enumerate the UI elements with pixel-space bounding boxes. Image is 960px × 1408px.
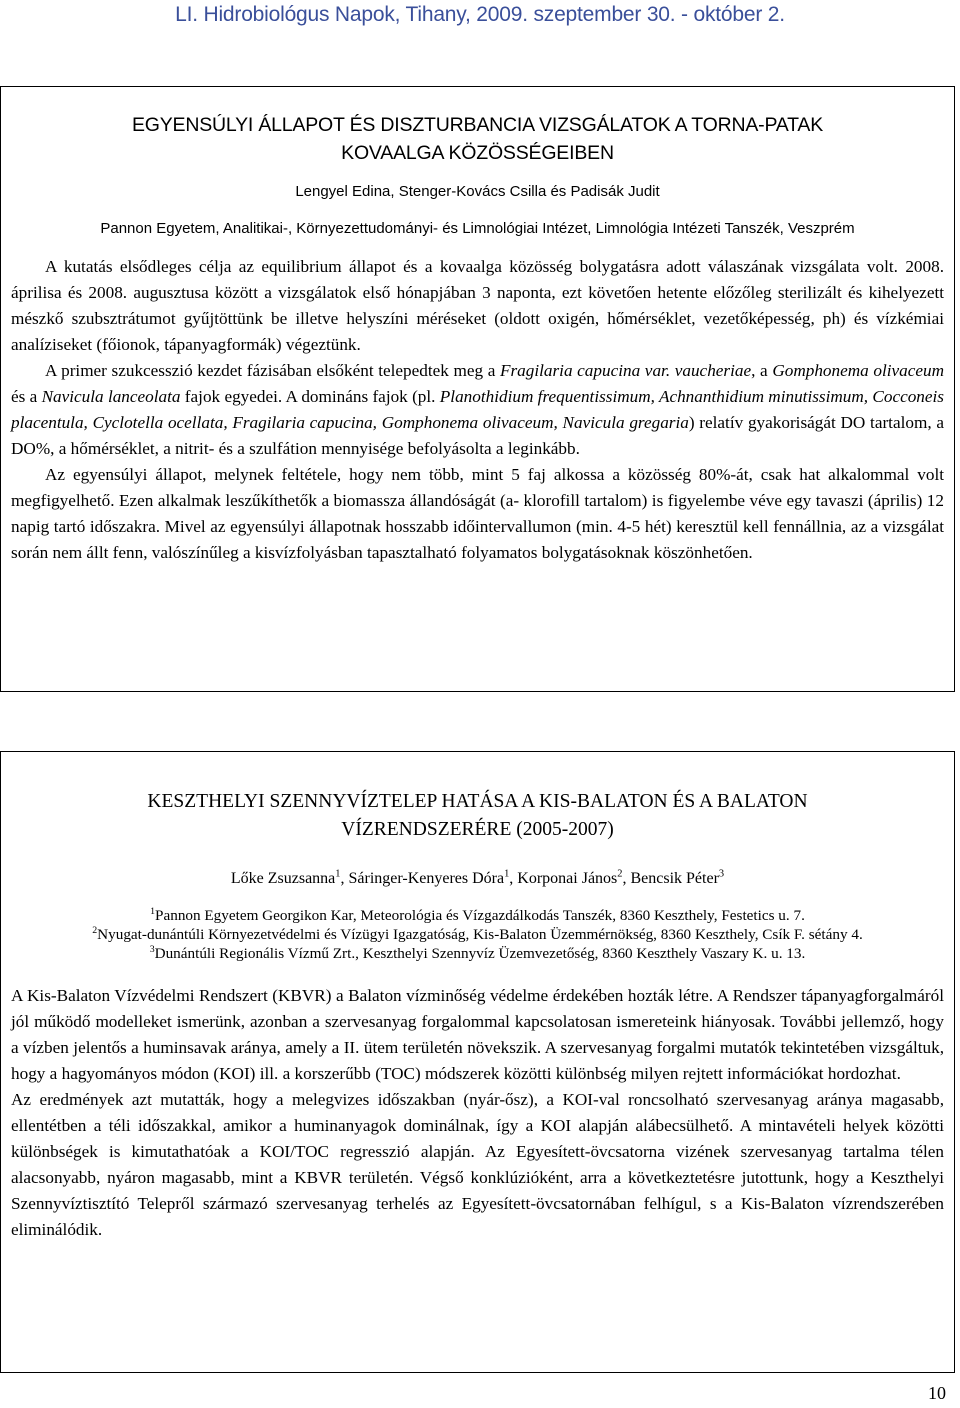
species-gomphonema-olivaceum: Gomphonema olivaceum <box>772 361 945 380</box>
abstract-1-paragraph-3: Az egyensúlyi állapot, melynek feltétele, hogy nem több, mint 5 faj alkossa a közösség 80%-át, csak hat alkalommal volt megfigyelhető. Ezen alkalmak leszűkíthetők a biomassza állandóságát (a- klorofill tartalom) is figyelembe véve egy tavaszi (április) 12 napig tartó időszakra. Mivel az egyensúlyi állapotnak hosszabb időintervallumon (min. 4-5 hét) keresztül kell fennállnia, az a vizsgálat során nem állt fenn, valószínűleg a kisvízfolyásban tapasztalható folyamatos bolygatásoknak köszönhetően. <box>11 465 944 562</box>
affiliation-1-text: Pannon Egyetem Georgikon Kar, Meteorológia és Vízgazdálkodás Tanszék, 8360 Keszthely, Festetics u. 7. <box>155 907 805 924</box>
author-2: , Sáringer-Kenyeres Dóra <box>340 870 505 887</box>
abstract-2-title-line-2a: VÍZRENDSZERÉRE <box>341 819 512 840</box>
abstract-2-affiliation-2 <box>11 925 944 944</box>
author-1: Lőke Zsuzsanna <box>230 870 336 887</box>
abstract-2-affiliation-3 <box>11 944 944 963</box>
author-3: , Korponai János <box>509 870 618 887</box>
species-navicula-lanceolata: Navicula lanceolata <box>41 387 181 406</box>
abstract-1-paragraph-2 <box>11 358 944 462</box>
abstract-1-title-line-1: EGYENSÚLYI ÁLLAPOT ÉS DISZTURBANCIA VIZSGÁLATOK A TORNA-PATAK <box>131 114 824 136</box>
author-3-sup: 2 <box>617 868 623 880</box>
author-1-sup: 1 <box>335 868 341 880</box>
abstract-1-affiliation: Pannon Egyetem, Analitikai-, Környezettudományi- és Limnológiai Intézet, Limnológia Intézeti Tanszék, Veszprém <box>100 220 855 237</box>
abstract-2-title-line-2b: (2005-2007) <box>511 819 614 840</box>
p2-text-e: ) relatív gyakoriságát DO tartalom, a DO%, a hőmérséklet, a nitrit- és a szulfátion mennyisége befolyásolta a leginkább. <box>11 413 944 458</box>
abstract-1-authors: Lengyel Edina, Stenger-Kovács Csilla és Padisák Judit <box>295 183 660 200</box>
p2-text-a: A primer szukcesszió kezdet fázisában elsőként telepedtek meg a <box>45 361 500 380</box>
abstract-2-paragraph-2: Az eredmények azt mutatták, hogy a melegvizes időszakban (nyár-ősz), a KOI-val roncsolható szervesanyag aránya magasabb, ellentétben a téli időszakkal, amikor a huminanyagok dominálnak, így a KOI alapján alábecsülhető. A mintavételi helyek közötti különbségek is kimutathatóak a KOI/TOC regresszió alapján. Az Egyesített-övcsatorna vizének szervesanyag tartalma télen alacsonyabb, nyáron magasabb, mint a KBVR területén. Végső konklúzióként, arra a következtetésre jutottunk, hogy a Keszthelyi Szennyvíztisztító Telepről származó szervesanyag terhelés az Egyesített-övcsatornában felhígul, s a Kis-Balaton vízrendszerében eliminálódik. <box>11 1090 944 1239</box>
abstract-1-title-line-2: KOVAALGA KÖZÖSSÉGEIBEN <box>341 142 614 164</box>
author-2-sup: 1 <box>504 868 510 880</box>
affiliation-1-sup: 1 <box>150 905 156 917</box>
abstract-1-title <box>11 111 944 167</box>
affiliation-3-text: Dunántúli Regionális Vízmű Zrt., Keszthelyi Szennyvíz Üzemvezetőség, 8360 Keszthely Vaszary K. u. 13. <box>154 945 806 962</box>
p2-text-c: és a <box>11 387 42 406</box>
affiliation-2-sup: 2 <box>92 924 98 936</box>
abstract-2-affiliation-1 <box>11 906 944 925</box>
abstract-box-1 <box>0 86 955 692</box>
p2-text-b: , a <box>751 361 773 380</box>
author-4-sup: 3 <box>718 868 725 880</box>
abstract-2-paragraph-1: A Kis-Balaton Vízvédelmi Rendszert (KBVR) a Balaton vízminőség védelme érdekében hozták létre. A Rendszer tápanyagforgalmáról jól működő modelleket ismerünk, azonban a szervesanyag forgalommal kapcsolatosan ismereteink hiányosak. További jellemző, hogy a vízben jelentős a huminsavak aránya, amely a II. ütem területén növekszik. A szervesanyag forgalmi mutatók tekintetében vizsgáltuk, hogy a hagyományos módon (KOI) ill. a korszerűbb (TOC) módszerek közötti különbség milyen rejtett információkat hordozhat. <box>11 986 944 1083</box>
running-header: LI. Hidrobiológus Napok, Tihany, 2009. szeptember 30. - október 2. <box>175 3 785 26</box>
page-number: 10 <box>928 1383 946 1403</box>
abstract-1-paragraph-1: A kutatás elsődleges célja az equilibrium állapot és a kovaalga közösség bolygatásra adott válaszának vizsgálata volt. 2008. áprilisa és 2008. augusztusa között a vizsgálatok első hónapjában 3 naponta, ezt követően hetente előzőleg sterilizált és kihelyezett mészkő szubsztrátumot gyűjtöttünk be illetve helyszíni méréseket (oldott oxigén, hőmérséklet, vezetőképesség, ph) és vízkémiai analíziseket (főionok, tápanyagformák) végeztünk. <box>11 257 944 354</box>
species-dominant-list: Planothidium frequentissimum, Achnanthidium minutissimum, Cocconeis placentula, Cyclotella ocellata, Fragilaria capucina, Gomphonema olivaceum, Navicula gregaria <box>11 387 944 432</box>
abstract-2-authors <box>11 870 944 888</box>
abstract-2-title <box>11 788 944 844</box>
affiliation-3-sup: 3 <box>149 943 155 955</box>
abstract-2-title-line-2 <box>11 816 944 844</box>
author-4: , Bencsik Péter <box>622 870 719 887</box>
affiliation-2-text: Nyugat-dunántúli Környezetvédelmi és Vízügyi Igazgatóság, Kis-Balaton Üzemmérnökség, 8360 Keszthely, Csík F. sétány 4. <box>97 926 863 943</box>
p2-text-d: fajok egyedei. A domináns fajok (pl. <box>180 387 440 406</box>
abstract-box-2 <box>0 751 955 1373</box>
species-fragilaria-vaucheriae: Fragilaria capucina var. vaucheriae <box>499 361 752 380</box>
abstract-2-title-line-1: KESZTHELYI SZENNYVÍZTELEP HATÁSA A KIS-BALATON ÉS A BALATON <box>147 791 808 812</box>
